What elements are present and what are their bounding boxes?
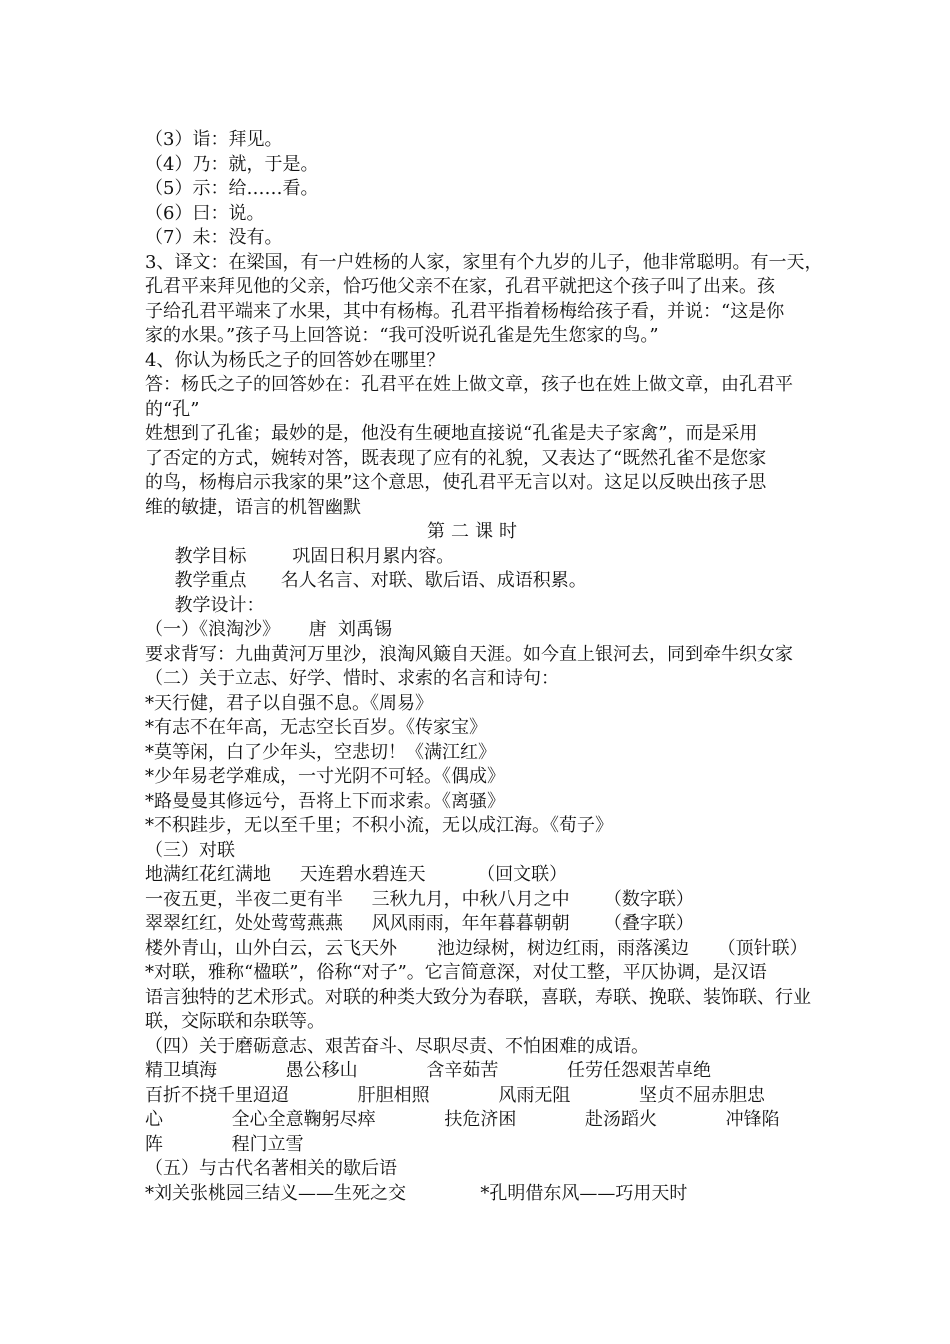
text-line: （5）示：给……看。	[145, 178, 319, 199]
text-line: （4）乃：就，于是。	[145, 153, 319, 175]
text-line: （7）未：没有。	[145, 227, 283, 248]
couplet-line: 翠翠红红，处处莺莺燕燕 风风雨雨，年年暮暮朝朝 （叠字联）	[145, 913, 694, 934]
subsection-heading: （一）《浪淘沙》 唐 刘禹锡	[145, 619, 393, 640]
idiom-line: 百折不挠千里迢迢 肝胆相照 风雨无阻 坚贞不屈赤胆忠	[145, 1084, 765, 1106]
text-line: 子给孔君平端来了水果，其中有杨梅。孔君平指着杨梅给孩子看，并说：“这是你	[145, 300, 785, 322]
quote-item: *有志不在年高，无志空长百岁。《传家宝》	[145, 717, 487, 738]
subsection-heading: （五）与古代名著相关的歇后语	[145, 1158, 397, 1179]
text-line: （3）诣：拜见。	[145, 129, 283, 150]
teaching-goal: 教学目标 巩固日积月累内容。	[163, 545, 455, 567]
quote-item: *莫等闲，白了少年头，空悲切！《满江红》	[145, 741, 496, 763]
text-line: 的“孔”	[145, 398, 200, 420]
text-line: 答：杨氏之子的回答妙在：孔君平在姓上做文章，孩子也在姓上做文章，由孔君平	[145, 374, 793, 395]
text-line: 联，交际联和杂联等。	[145, 1011, 325, 1032]
text-line: 维的敏捷，语言的机智幽默	[145, 496, 361, 518]
text-line: *对联，雅称“楹联”，俗称“对子”。它言简意深，对仗工整，平仄协调，是汉语	[145, 962, 767, 983]
text-line: （6）曰：说。	[145, 202, 265, 224]
quote-item: *不积跬步，无以至千里；不积小流，无以成江海。《荀子》	[145, 815, 613, 836]
question-heading: 4、你认为杨氏之子的回答妙在哪里？	[145, 349, 445, 371]
quote-item: *路曼曼其修远兮，吾将上下而求索。《离骚》	[145, 790, 505, 812]
subsection-heading: （二）关于立志、好学、惜时、求索的名言和诗句：	[145, 668, 559, 689]
couplet-line: 地满红花红满地 天连碧水碧连天 （回文联）	[145, 864, 568, 885]
idiom-line: 阵 程门立雪	[145, 1133, 304, 1155]
text-line: 语言独特的艺术形式。对联的种类大致分为春联，喜联，寿联、挽联、装饰联、行业	[145, 986, 811, 1008]
text-line: 孔君平来拜见他的父亲，恰巧他父亲不在家，孔君平就把这个孩子叫了出来。孩	[145, 276, 775, 297]
subsection-heading: （三）对联	[145, 839, 235, 861]
idiom-line: 精卫填海 愚公移山 含辛茹苦 任劳任怨艰苦卓绝	[145, 1060, 711, 1081]
idiom-line: 心 全心全意鞠躬尽瘁 扶危济困 赴汤蹈火 冲锋陷	[145, 1109, 780, 1130]
teaching-design: 教学设计：	[163, 594, 265, 616]
couplet-line: 一夜五更，半夜二更有半 三秋九月，中秋八月之中 （数字联）	[145, 888, 694, 910]
text-line: 要求背写：九曲黄河万里沙，浪淘风簸自天涯。如今直上银河去，同到牵牛织女家	[145, 643, 793, 665]
couplet-line: 楼外青山，山外白云，云飞天外 池边绿树，树边红雨，雨落溪边 （顶针联）	[145, 937, 808, 959]
quote-item: *少年易老学难成，一寸光阴不可轻。《偶成》	[145, 766, 505, 787]
subsection-heading: （四）关于磨砺意志、艰苦奋斗、尽职尽责、不怕困难的成语。	[145, 1035, 649, 1057]
text-line: 3、译文：在梁国，有一户姓杨的人家，家里有个九岁的儿子，他非常聪明。有一天，	[145, 251, 823, 273]
teaching-focus: 教学重点 名人名言、对联、歇后语、成语积累。	[163, 570, 587, 591]
text-line: 的鸟，杨梅启示我家的果”这个意思，使孔君平无言以对。这足以反映出孩子思	[145, 472, 767, 493]
text-line: 姓想到了孔雀；最妙的是，他没有生硬地直接说“孔雀是夫子家禽”，而是采用	[145, 423, 758, 444]
xiehouyu-line: *刘关张桃园三结义——生死之交 *孔明借东风——巧用天时	[145, 1182, 688, 1204]
section-title: 第二课时	[427, 521, 523, 542]
quote-item: *天行健，君子以自强不息。《周易》	[145, 692, 433, 714]
text-line: 了否定的方式，婉转对答，既表现了应有的礼貌，又表达了“既然孔雀不是您家	[145, 447, 767, 469]
text-line: 家的水果。”孩子马上回答说：“我可没听说孔雀是先生您家的鸟。”	[145, 325, 659, 346]
